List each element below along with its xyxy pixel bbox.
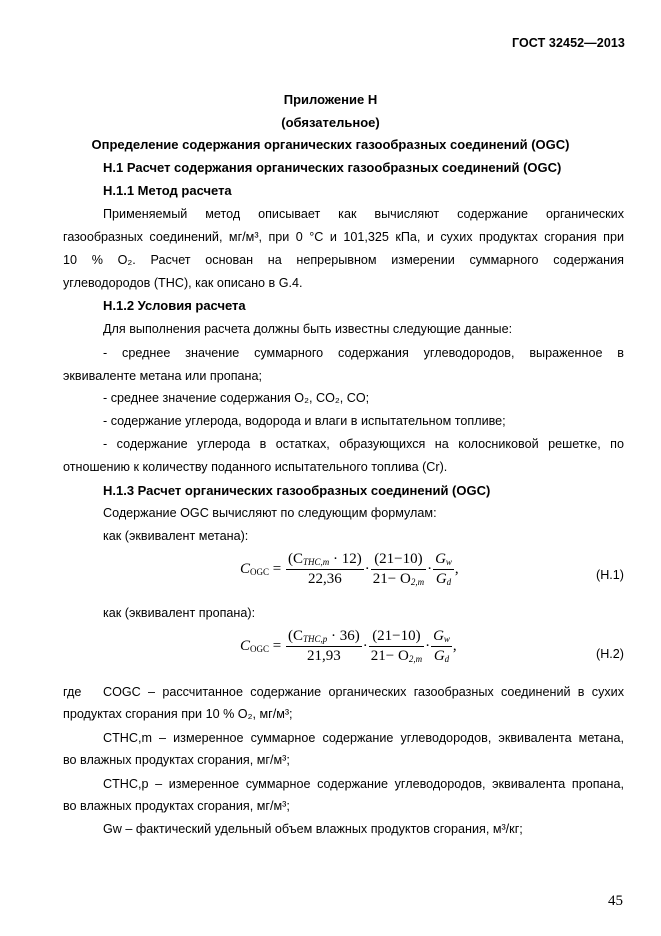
h11-paragraph-line: углеводородов (THC), как описано в G.4.: [63, 276, 303, 290]
h13-intro: Содержание OGC вычисляют по следующим формулам:: [103, 506, 437, 520]
h12-list-item: отношению к количеству поданного испытательного топлива (Cr).: [63, 460, 448, 474]
formula-h1-number: (Н.1): [596, 568, 624, 582]
section-h1-title: Н.1 Расчет содержания органических газообразных соединений (OGC): [103, 160, 562, 175]
h12-list-item: - среднее значение содержания O₂, CO₂, CO;: [103, 391, 370, 405]
h11-paragraph-line: Применяемый метод описывает как вычисляют содержание органических: [103, 207, 624, 221]
formula-h2: $C_{OGC}$ = $\frac{(C_{THC,p} \cdot 36)}{21,93}$ · $\frac{(21-10)}{21- O_{2,m}}$ · $\frac{G_w}{G_d}$ ,: [240, 628, 457, 664]
h12-intro: Для выполнения расчета должны быть известны следующие данные:: [103, 322, 513, 336]
definition-line: Gw – фактический удельный объем влажных продуктов сгорания, м³/кг;: [103, 822, 523, 836]
page-number: 45: [608, 893, 623, 909]
definition-line: продуктах сгорания при 10 % O₂, мг/м³;: [63, 707, 293, 721]
appendix-title: Приложение Н: [283, 92, 378, 107]
definition-line: CTHC,m – измеренное суммарное содержание углеводородов, эквивалента метана,: [103, 731, 624, 745]
formula-h2-number: (Н.2): [596, 647, 624, 661]
where-label: где: [63, 685, 82, 699]
appendix-heading: Определение содержания органических газообразных соединений (OGC): [91, 137, 570, 152]
propane-label: как (эквивалент пропана):: [103, 606, 256, 620]
appendix-status: (обязательное): [281, 115, 380, 130]
definition-line: во влажных продуктах сгорания, мг/м³;: [63, 753, 290, 767]
h12-list-item: - содержание углерода, водорода и влаги в испытательном топливе;: [103, 414, 506, 428]
section-h11-title: Н.1.1 Метод расчета: [103, 183, 232, 198]
formula-h1: $C_{OGC}$ = $\frac{(C_{THC,m} \cdot 12)}{22,36}$ · $\frac{(21-10)}{21- O_{2,m}}$ · $\frac{G_w}{G_d}$ ,: [240, 551, 459, 587]
document-code-header: ГОСТ 32452—2013: [511, 36, 625, 50]
h11-paragraph-line: газообразных соединений, мг/м³, при 0 °С и 101,325 кПа, и сухих продуктах сгорания при: [63, 230, 624, 244]
h12-list-item: - среднее значение суммарного содержания углеводородов, выраженное в: [103, 346, 624, 360]
methane-label: как (эквивалент метана):: [103, 529, 249, 543]
definition-line: во влажных продуктах сгорания, мг/м³;: [63, 799, 290, 813]
h12-list-item: - содержание углерода в остатках, образующихся на колосниковой решетке, по: [103, 437, 624, 451]
h12-list-item: эквиваленте метана или пропана;: [63, 369, 263, 383]
definition-line: CTHC,p – измеренное суммарное содержание углеводородов, эквивалента пропана,: [103, 777, 624, 791]
h11-paragraph-line: 10 % O₂. Расчет основан на непрерывном измерении суммарного содержания: [63, 253, 624, 267]
section-h13-title: Н.1.3 Расчет органических газообразных соединений (OGC): [103, 483, 491, 498]
definition-line: COGC – рассчитанное содержание органических газообразных соединений в сухих: [103, 685, 624, 699]
section-h12-title: Н.1.2 Условия расчета: [103, 298, 246, 313]
